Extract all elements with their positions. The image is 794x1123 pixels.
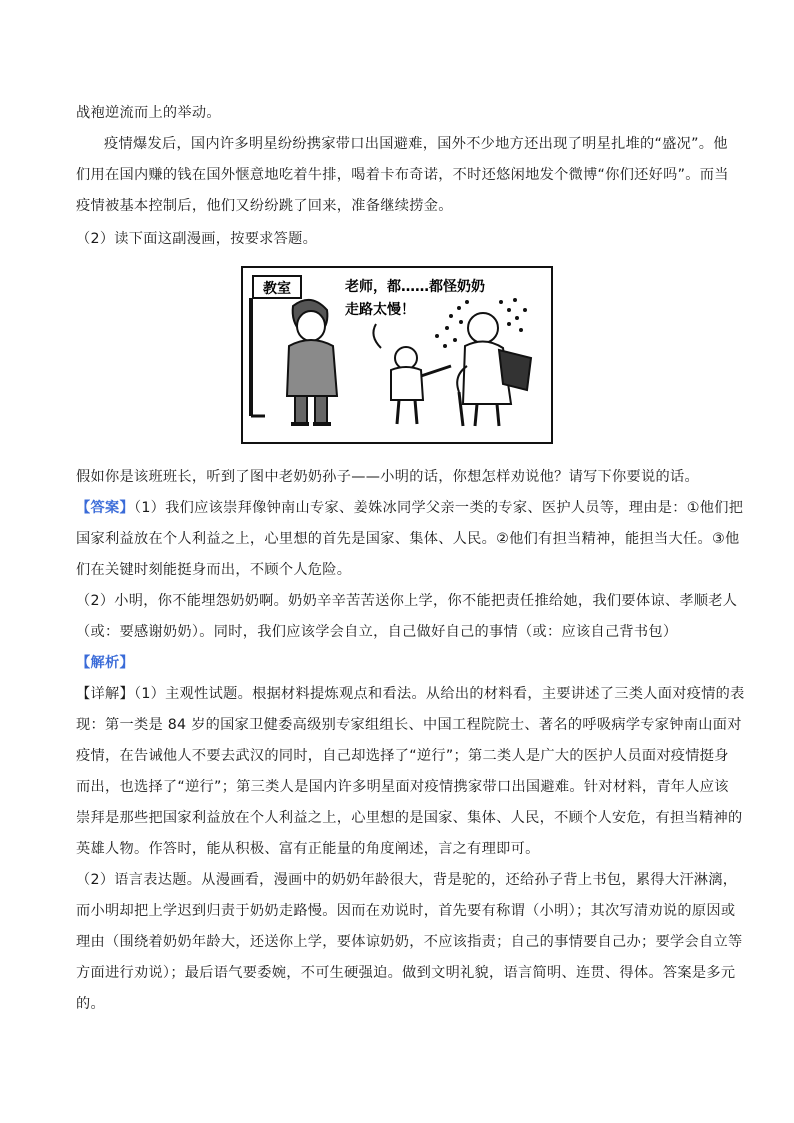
detail-2-line: 方面进行劝说）；最后语气要委婉，不可生硬强迫。做到文明礼貌，语言简明、连贯、得体。答案是多元 [76, 965, 736, 981]
answer-1-line: （1）我们应该崇拜像钟南山专家、姜姝冰同学父亲一类的专家、医护人员等，理由是：①他们把 [133, 500, 744, 516]
detail-1-line: 英雄人物。作答时，能从积极、富有正能量的角度阐述，言之有理即可。 [76, 841, 540, 857]
material-paragraph-line: 疫情被基本控制后，他们又纷纷跳了回来，准备继续捞金。 [76, 198, 453, 214]
material-line: 战袍逆流而上的举动。 [76, 105, 221, 121]
material-paragraph-line: 们用在国内赚的钱在国外惬意地吃着牛排，喝着卡布奇诺，不时还悠闲地发个微博“你们还好吗”。而当 [76, 167, 729, 183]
detail-1-line: （1）主观性试题。根据材料提炼观点和看法。从给出的材料看，主要讲述了三类人面对疫情的表 [133, 686, 745, 702]
detail-2-line: （2）语言表达题。从漫画看，漫画中的奶奶年龄很大，背是驼的，还给孙子背上书包，累得大汗淋漓， [76, 872, 738, 888]
detail-1-line: 疫情，在告诫他人不要去武汉的同时，自己却选择了“逆行”；第二类人是广大的医护人员面对疫情挺身 [76, 748, 729, 764]
answer-1-line: 们在关键时刻能挺身而出，不顾个人危险。 [76, 562, 352, 578]
room-label-box [253, 276, 301, 298]
room-label: 教室 [263, 281, 291, 297]
detail-1-line: 现：第一类是 84 岁的国家卫健委高级别专家组组长、中国工程院院士、著名的呼吸病学专家钟南山面对 [76, 717, 742, 733]
material-paragraph-line: 疫情爆发后，国内许多明星纷纷携家带口出国避难，国外不少地方还出现了明星扎堆的“盛况”。他 [104, 136, 728, 152]
detail-tag: 【详解】 [76, 686, 134, 702]
answer-2-line: （或：要感谢奶奶）。同时，我们应该学会自立，自己做好自己的事情（或：应该自己背书包） [76, 624, 678, 640]
answer-tag: 【答案】 [76, 500, 134, 516]
question-2-prompt: （2）读下面这副漫画，按要求答题。 [76, 231, 318, 247]
detail-2-line: 理由（围绕着奶奶年龄大，还送你上学，要体谅奶奶，不应该指责；自己的事情要自己办；要学会自立等 [76, 934, 743, 950]
answer-2-line: （2）小明，你不能埋怨奶奶啊。奶奶辛辛苦苦送你上学，你不能把责任推给她，我们要体谅、孝顺老人 [76, 593, 738, 609]
speech-line-1: 老师，都……都怪奶奶 [345, 279, 485, 295]
analysis-tag-line [76, 653, 724, 673]
detail-1-line: 崇拜是那些把国家利益放在个人利益之上，心里想的是国家、集体、人民，不顾个人安危，有担当精神的 [76, 810, 743, 826]
answer-1-line: 国家利益放在个人利益之上，心里想的首先是国家、集体、人民。②他们有担当精神，能担当大任。③他 [76, 531, 740, 547]
detail-line [76, 684, 745, 704]
detail-2-line: 的。 [76, 996, 105, 1012]
answer-line [76, 498, 744, 518]
detail-1-line: 而出，也选择了“逆行”；第三类人是国内许多明星面对疫情携家带口出国避难。针对材料，青年人应该 [76, 779, 729, 795]
speech-line-2: 走路太慢！ [345, 302, 415, 318]
cartoon-illustration [241, 266, 553, 444]
analysis-tag: 【解析】 [76, 655, 134, 671]
question-2-task: 假如你是该班班长，听到了图中老奶奶孙子——小明的话，你想怎样劝说他？请写下你要说的话。 [76, 469, 699, 485]
detail-2-line: 而小明却把上学迟到归责于奶奶走路慢。因而在劝说时，首先要有称谓（小明）；其次写清劝说的原因或 [76, 903, 736, 919]
